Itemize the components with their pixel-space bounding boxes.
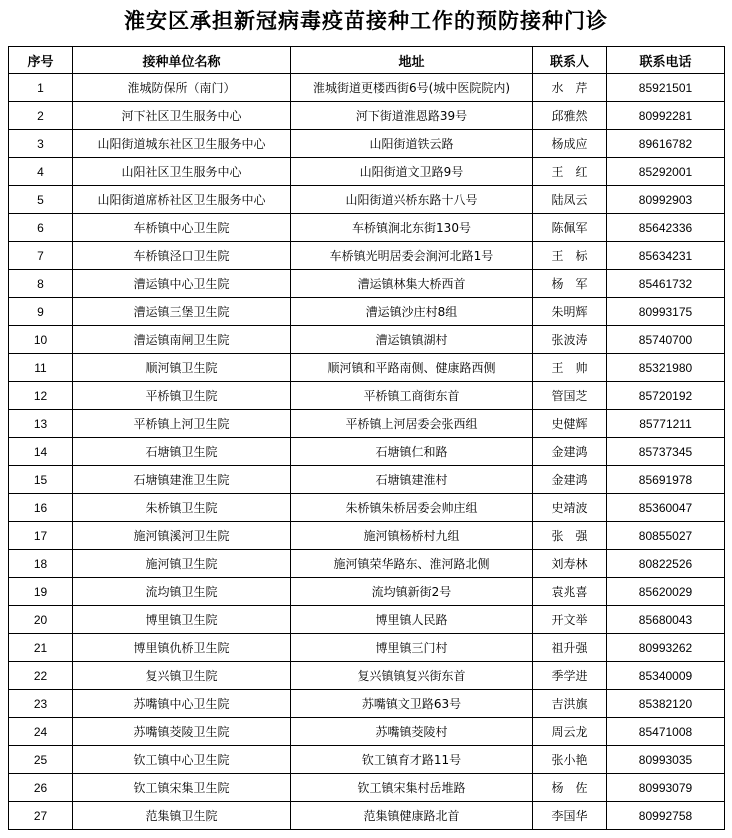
cell-unit-name: 漕运镇三堡卫生院 <box>73 298 291 326</box>
cell-unit-name: 淮城防保所（南门） <box>73 74 291 102</box>
table-row <box>9 242 725 270</box>
cell-index: 2 <box>9 102 73 130</box>
cell-phone: 80992758 <box>607 802 725 830</box>
table-row <box>9 466 725 494</box>
table-row <box>9 354 725 382</box>
cell-index: 27 <box>9 802 73 830</box>
cell-phone: 80992281 <box>607 102 725 130</box>
cell-unit-name: 车桥镇泾口卫生院 <box>73 242 291 270</box>
cell-address: 苏嘴镇文卫路63号 <box>291 690 533 718</box>
header-address: 地址 <box>291 47 533 74</box>
cell-contact: 史健辉 <box>533 410 607 438</box>
cell-contact: 张 强 <box>533 522 607 550</box>
table-row <box>9 578 725 606</box>
cell-contact: 陈佩军 <box>533 214 607 242</box>
cell-contact: 史靖波 <box>533 494 607 522</box>
cell-index: 9 <box>9 298 73 326</box>
cell-address: 平桥镇工商街东首 <box>291 382 533 410</box>
cell-contact: 金建鸿 <box>533 466 607 494</box>
cell-address: 石塘镇建淮村 <box>291 466 533 494</box>
cell-unit-name: 施河镇卫生院 <box>73 550 291 578</box>
cell-contact: 袁兆喜 <box>533 578 607 606</box>
header-phone: 联系电话 <box>607 47 725 74</box>
cell-unit-name: 苏嘴镇茭陵卫生院 <box>73 718 291 746</box>
cell-index: 8 <box>9 270 73 298</box>
cell-index: 6 <box>9 214 73 242</box>
cell-phone: 80993175 <box>607 298 725 326</box>
cell-unit-name: 漕运镇南闸卫生院 <box>73 326 291 354</box>
table-row <box>9 662 725 690</box>
cell-phone: 85292001 <box>607 158 725 186</box>
cell-address: 施河镇荣华路东、淮河路北侧 <box>291 550 533 578</box>
cell-index: 15 <box>9 466 73 494</box>
clinic-table <box>8 46 725 830</box>
cell-address: 车桥镇光明居委会涧河北路1号 <box>291 242 533 270</box>
cell-index: 17 <box>9 522 73 550</box>
table-row <box>9 606 725 634</box>
cell-address: 淮城街道更楼西街6号(城中医院院内) <box>291 74 533 102</box>
cell-address: 朱桥镇朱桥居委会帅庄组 <box>291 494 533 522</box>
table-row <box>9 158 725 186</box>
table-row <box>9 774 725 802</box>
cell-contact: 管国芝 <box>533 382 607 410</box>
table-row <box>9 690 725 718</box>
cell-index: 21 <box>9 634 73 662</box>
header-index: 序号 <box>9 47 73 74</box>
cell-index: 13 <box>9 410 73 438</box>
cell-address: 顺河镇和平路南侧、健康路西侧 <box>291 354 533 382</box>
cell-unit-name: 复兴镇卫生院 <box>73 662 291 690</box>
cell-unit-name: 平桥镇卫生院 <box>73 382 291 410</box>
cell-contact: 张小艳 <box>533 746 607 774</box>
cell-contact: 邱雅然 <box>533 102 607 130</box>
cell-phone: 80993262 <box>607 634 725 662</box>
cell-unit-name: 苏嘴镇中心卫生院 <box>73 690 291 718</box>
cell-phone: 85620029 <box>607 578 725 606</box>
cell-index: 22 <box>9 662 73 690</box>
cell-address: 博里镇人民路 <box>291 606 533 634</box>
cell-address: 车桥镇涧北东街130号 <box>291 214 533 242</box>
cell-index: 16 <box>9 494 73 522</box>
cell-address: 钦工镇育才路11号 <box>291 746 533 774</box>
cell-unit-name: 顺河镇卫生院 <box>73 354 291 382</box>
cell-index: 1 <box>9 74 73 102</box>
cell-unit-name: 车桥镇中心卫生院 <box>73 214 291 242</box>
table-row <box>9 130 725 158</box>
cell-index: 25 <box>9 746 73 774</box>
cell-unit-name: 漕运镇中心卫生院 <box>73 270 291 298</box>
cell-address: 漕运镇镇湖村 <box>291 326 533 354</box>
table-row <box>9 550 725 578</box>
cell-phone: 85740700 <box>607 326 725 354</box>
cell-phone: 89616782 <box>607 130 725 158</box>
cell-phone: 80992903 <box>607 186 725 214</box>
table-row <box>9 74 725 102</box>
cell-contact: 季学进 <box>533 662 607 690</box>
cell-index: 11 <box>9 354 73 382</box>
table-row <box>9 102 725 130</box>
cell-contact: 李国华 <box>533 802 607 830</box>
cell-unit-name: 河下社区卫生服务中心 <box>73 102 291 130</box>
cell-contact: 陆凤云 <box>533 186 607 214</box>
cell-address: 施河镇杨桥村九组 <box>291 522 533 550</box>
cell-unit-name: 山阳街道城东社区卫生服务中心 <box>73 130 291 158</box>
cell-contact: 刘寿林 <box>533 550 607 578</box>
cell-index: 4 <box>9 158 73 186</box>
cell-unit-name: 博里镇仇桥卫生院 <box>73 634 291 662</box>
cell-phone: 85691978 <box>607 466 725 494</box>
cell-address: 复兴镇镇复兴街东首 <box>291 662 533 690</box>
cell-phone: 85642336 <box>607 214 725 242</box>
cell-address: 山阳街道文卫路9号 <box>291 158 533 186</box>
cell-contact: 杨 佐 <box>533 774 607 802</box>
cell-unit-name: 石塘镇建淮卫生院 <box>73 466 291 494</box>
cell-index: 26 <box>9 774 73 802</box>
cell-phone: 85321980 <box>607 354 725 382</box>
cell-index: 3 <box>9 130 73 158</box>
cell-index: 18 <box>9 550 73 578</box>
cell-phone: 85461732 <box>607 270 725 298</box>
cell-address: 漕运镇林集大桥西首 <box>291 270 533 298</box>
table-body <box>9 74 725 830</box>
table-row <box>9 298 725 326</box>
cell-address: 博里镇三门村 <box>291 634 533 662</box>
header-contact: 联系人 <box>533 47 607 74</box>
cell-unit-name: 山阳街道席桥社区卫生服务中心 <box>73 186 291 214</box>
cell-address: 钦工镇宋集村岳堆路 <box>291 774 533 802</box>
cell-address: 漕运镇沙庄村8组 <box>291 298 533 326</box>
cell-phone: 85680043 <box>607 606 725 634</box>
cell-contact: 杨 军 <box>533 270 607 298</box>
cell-unit-name: 朱桥镇卫生院 <box>73 494 291 522</box>
table-row <box>9 186 725 214</box>
cell-phone: 85360047 <box>607 494 725 522</box>
cell-index: 19 <box>9 578 73 606</box>
cell-phone: 80993035 <box>607 746 725 774</box>
cell-phone: 85921501 <box>607 74 725 102</box>
table-row <box>9 494 725 522</box>
cell-index: 24 <box>9 718 73 746</box>
table-row <box>9 326 725 354</box>
cell-address: 河下街道淮恩路39号 <box>291 102 533 130</box>
cell-address: 平桥镇上河居委会张西组 <box>291 410 533 438</box>
cell-unit-name: 钦工镇宋集卫生院 <box>73 774 291 802</box>
cell-contact: 金建鸿 <box>533 438 607 466</box>
cell-index: 5 <box>9 186 73 214</box>
cell-index: 7 <box>9 242 73 270</box>
table-row <box>9 438 725 466</box>
table-row <box>9 802 725 830</box>
cell-address: 范集镇健康路北首 <box>291 802 533 830</box>
cell-contact: 吉洪旗 <box>533 690 607 718</box>
cell-unit-name: 博里镇卫生院 <box>73 606 291 634</box>
cell-unit-name: 范集镇卫生院 <box>73 802 291 830</box>
table-row <box>9 382 725 410</box>
cell-contact: 张波涛 <box>533 326 607 354</box>
table-row <box>9 522 725 550</box>
cell-contact: 王 帅 <box>533 354 607 382</box>
cell-index: 23 <box>9 690 73 718</box>
cell-contact: 杨成应 <box>533 130 607 158</box>
cell-index: 12 <box>9 382 73 410</box>
table-header-row <box>9 47 725 74</box>
cell-address: 山阳街道铁云路 <box>291 130 533 158</box>
cell-contact: 王 红 <box>533 158 607 186</box>
cell-contact: 水 芹 <box>533 74 607 102</box>
table-row <box>9 410 725 438</box>
cell-unit-name: 流均镇卫生院 <box>73 578 291 606</box>
cell-address: 流均镇新街2号 <box>291 578 533 606</box>
cell-phone: 85634231 <box>607 242 725 270</box>
cell-index: 20 <box>9 606 73 634</box>
cell-index: 10 <box>9 326 73 354</box>
cell-address: 苏嘴镇茭陵村 <box>291 718 533 746</box>
table-row <box>9 214 725 242</box>
table-row <box>9 270 725 298</box>
cell-phone: 80822526 <box>607 550 725 578</box>
cell-phone: 85771211 <box>607 410 725 438</box>
cell-contact: 王 标 <box>533 242 607 270</box>
cell-unit-name: 施河镇溪河卫生院 <box>73 522 291 550</box>
cell-phone: 85471008 <box>607 718 725 746</box>
cell-unit-name: 钦工镇中心卫生院 <box>73 746 291 774</box>
cell-phone: 85340009 <box>607 662 725 690</box>
table-row <box>9 718 725 746</box>
cell-unit-name: 山阳社区卫生服务中心 <box>73 158 291 186</box>
header-unit-name: 接种单位名称 <box>73 47 291 74</box>
cell-phone: 80993079 <box>607 774 725 802</box>
cell-unit-name: 平桥镇上河卫生院 <box>73 410 291 438</box>
cell-address: 山阳街道兴桥东路十八号 <box>291 186 533 214</box>
cell-unit-name: 石塘镇卫生院 <box>73 438 291 466</box>
cell-contact: 开文举 <box>533 606 607 634</box>
cell-contact: 祖升强 <box>533 634 607 662</box>
table-row <box>9 746 725 774</box>
cell-contact: 朱明辉 <box>533 298 607 326</box>
cell-contact: 周云龙 <box>533 718 607 746</box>
cell-phone: 85382120 <box>607 690 725 718</box>
cell-index: 14 <box>9 438 73 466</box>
table-row <box>9 634 725 662</box>
cell-phone: 85720192 <box>607 382 725 410</box>
cell-address: 石塘镇仁和路 <box>291 438 533 466</box>
page-title: 淮安区承担新冠病毒疫苗接种工作的预防接种门诊 <box>124 9 608 33</box>
cell-phone: 80855027 <box>607 522 725 550</box>
cell-phone: 85737345 <box>607 438 725 466</box>
